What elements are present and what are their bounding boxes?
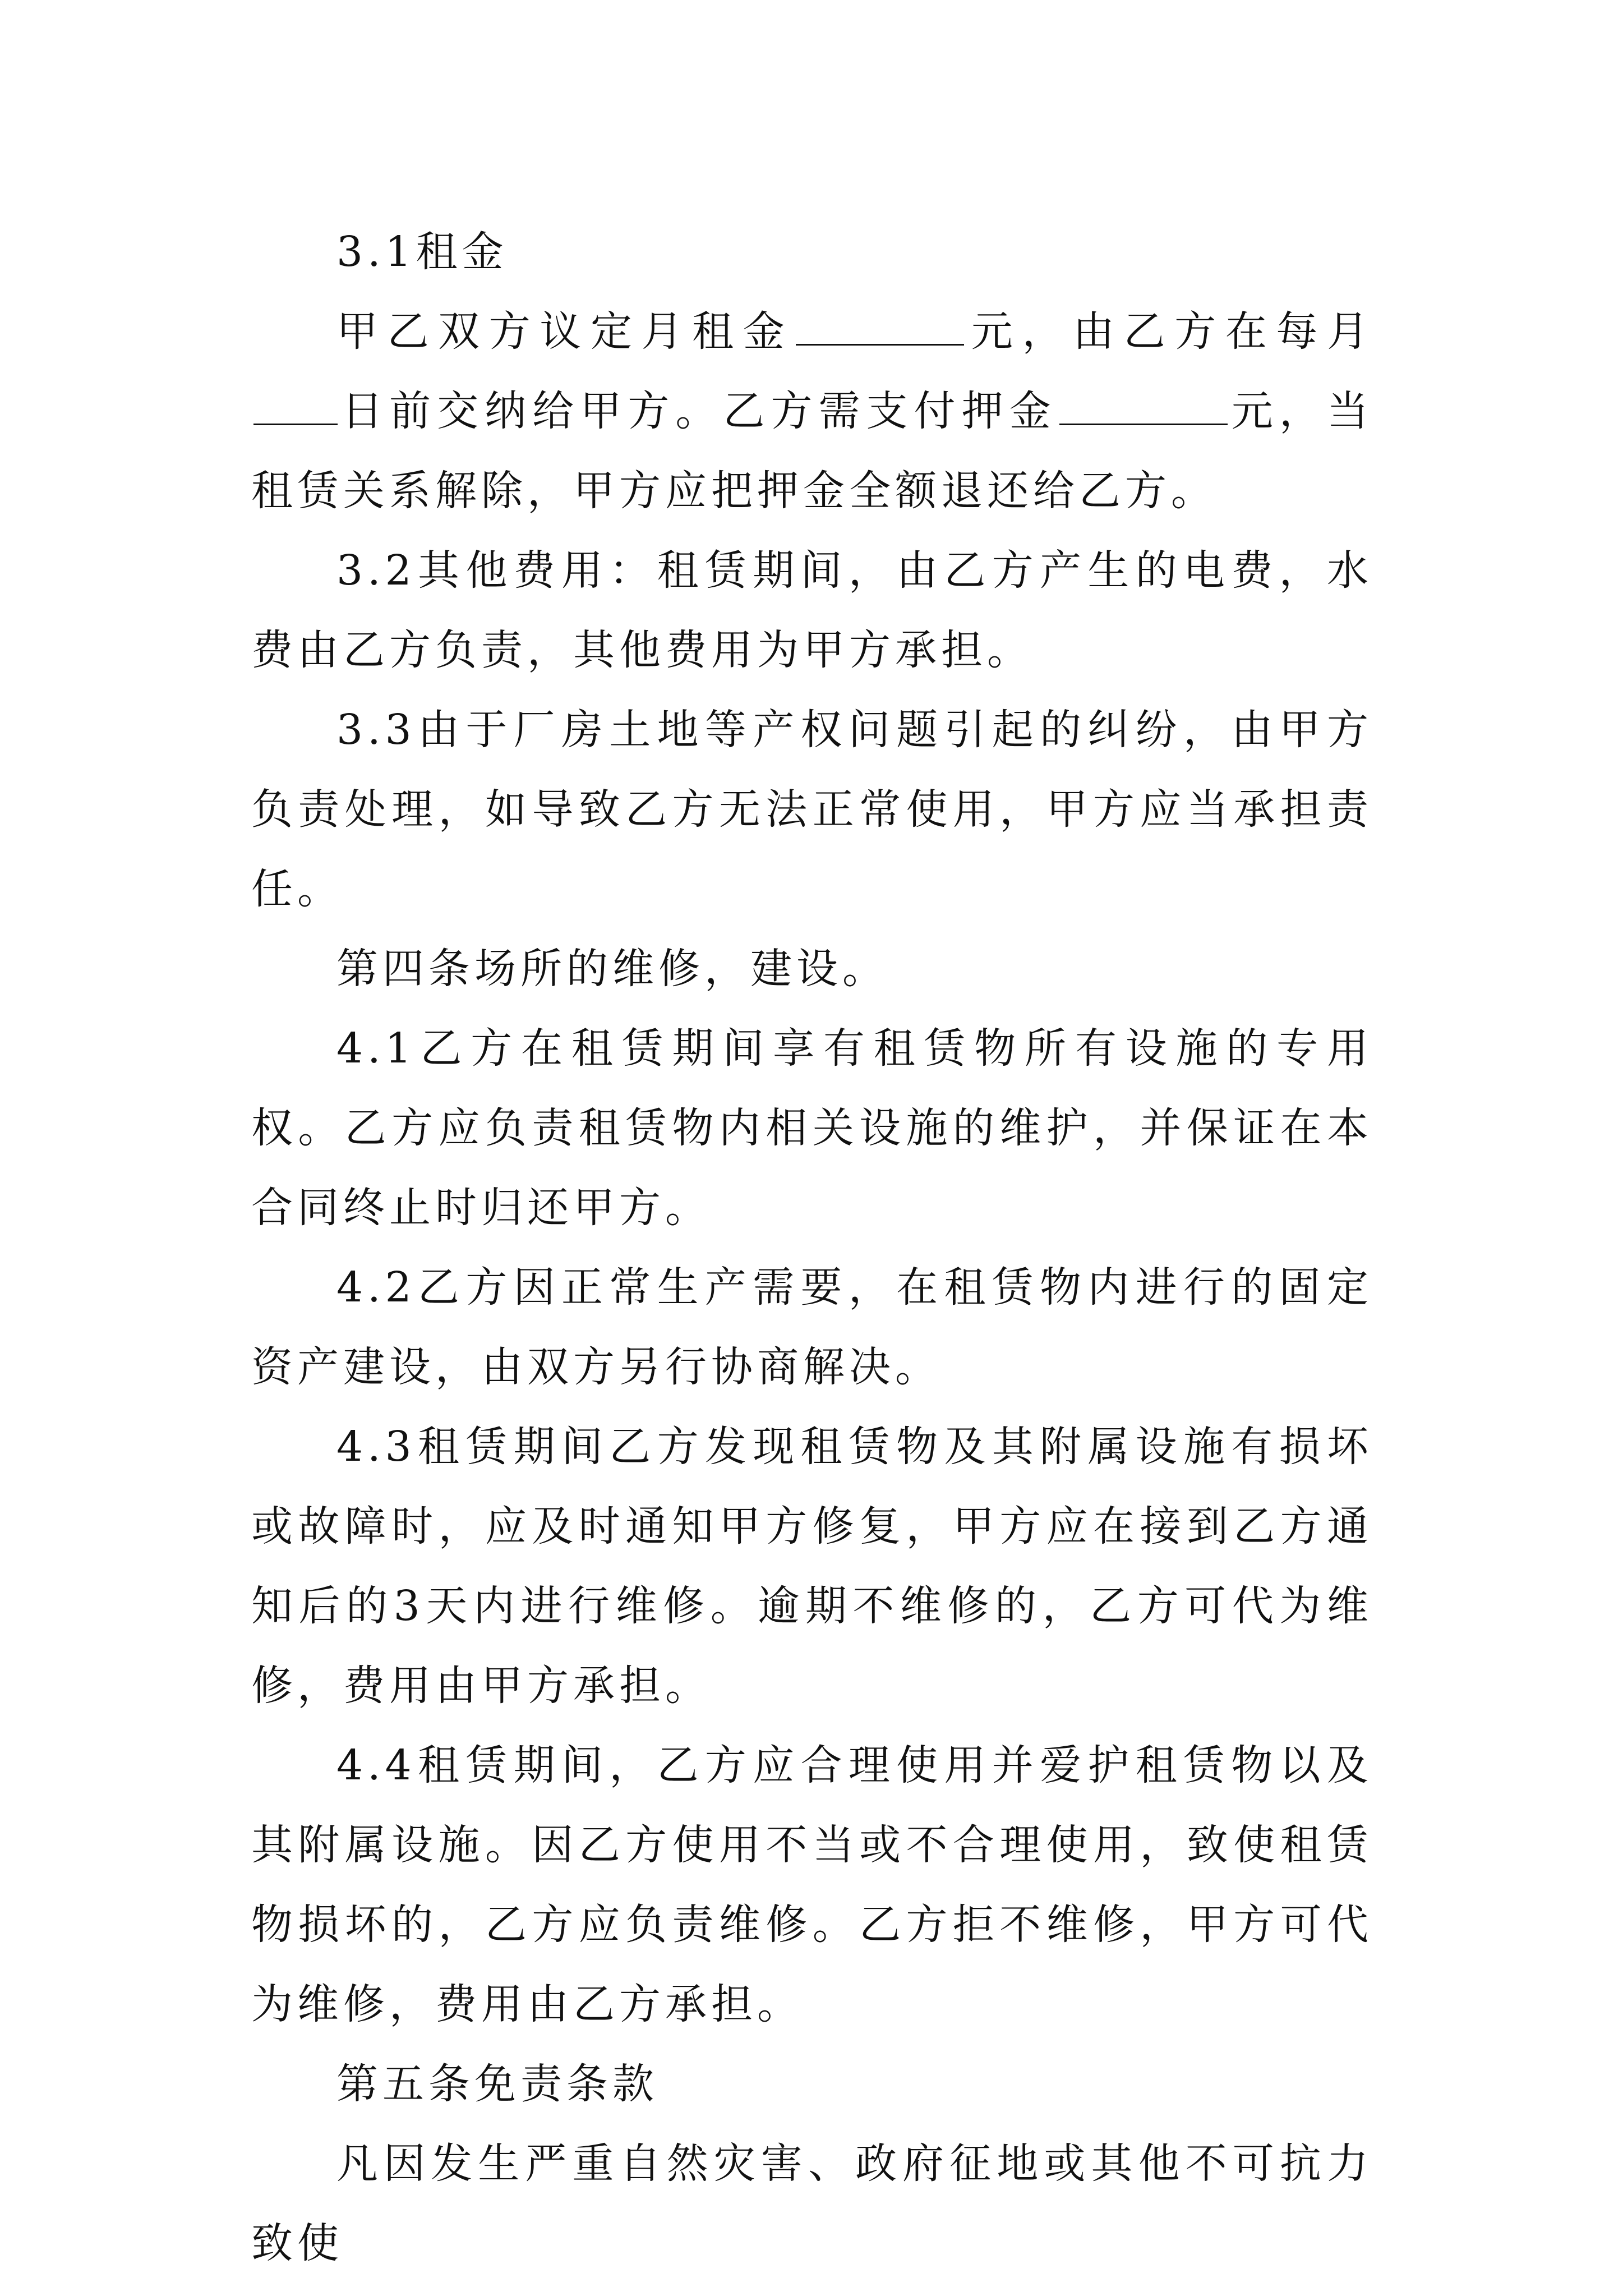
clause-4-2: 4.2乙方因正常生产需要，在租赁物内进行的固定资产建设，由双方另行协商解决。 [251, 1263, 1373, 1391]
clause-3-2: 3.2其他费用：租赁期间，由乙方产生的电费，水费由乙方负责，其他费用为甲方承担。 [251, 546, 1373, 674]
article-5-heading: 第五条免责条款 [336, 2060, 658, 2108]
clause-3-1-rent-terms [251, 292, 1373, 531]
rent-text-part-1: 甲乙双方议定月租金 [336, 307, 794, 356]
rent-text-part-4: 元，当租赁关系解除，甲方应把押金全额退还给乙方。 [251, 387, 1373, 515]
clause-4-1: 4.1乙方在租赁期间享有租赁物所有设施的专用权。乙方应负责租赁物内相关设施的维护，并保证在本合同终止时归还甲方。 [251, 1024, 1373, 1232]
article-5-body: 凡因发生严重自然灾害、政府征地或其他不可抗力致使 [251, 2139, 1373, 2267]
clause-4-3: 4.3租赁期间乙方发现租赁物及其附属设施有损坏或故障时，应及时通知甲方修复，甲方应在接到乙方通知后的3天内进行维修。逾期不维修的，乙方可代为维修，费用由甲方承担。 [251, 1423, 1373, 1710]
clause-4-4: 4.4租赁期间，乙方应合理使用并爱护租赁物以及其附属设施。因乙方使用不当或不合理使用，致使租赁物损坏的，乙方应负责维修。乙方拒不维修，甲方可代为维修，费用由乙方承担。 [251, 1741, 1373, 2028]
deposit-blank [1059, 390, 1228, 425]
payment-day-blank [253, 390, 338, 425]
rent-text-part-3: 日前交纳给甲方。乙方需支付押金 [340, 387, 1057, 435]
article-4-heading: 第四条场所的维修，建设。 [336, 945, 888, 993]
document-body [251, 212, 1373, 2283]
clause-3-1-heading: 3.1租金 [336, 228, 508, 276]
clause-3-3: 3.3由于厂房土地等产权问题引起的纠纷，由甲方负责处理，如导致乙方无法正常使用，甲方应当承担责任。 [251, 706, 1373, 913]
monthly-rent-blank [796, 310, 964, 346]
rent-text-part-2: 元，由乙方在每月 [966, 307, 1373, 356]
